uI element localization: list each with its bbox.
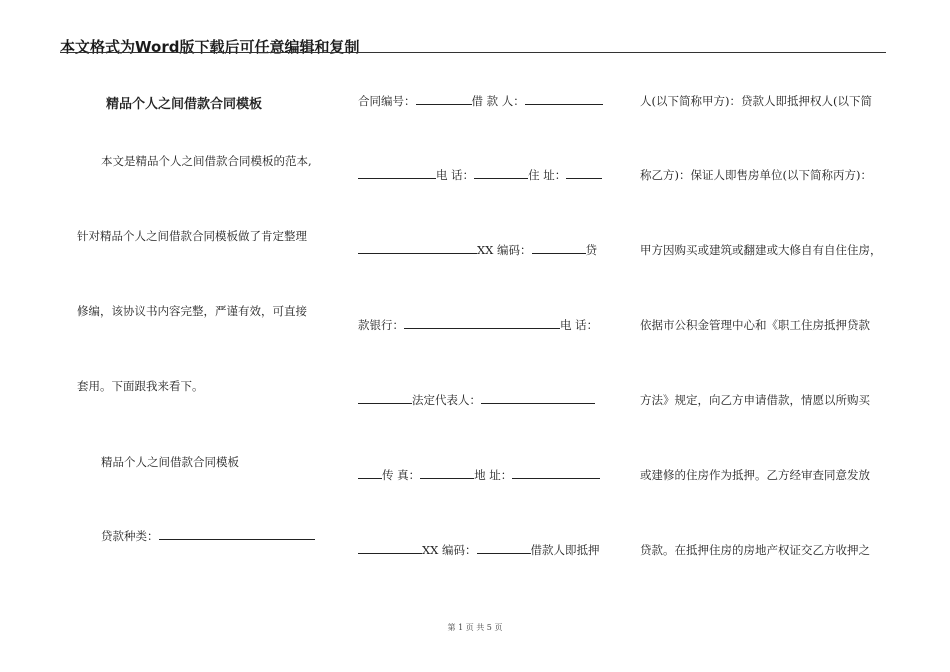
address-label: 地 址：	[474, 468, 513, 482]
legal-rep-line	[358, 392, 595, 408]
paragraph-line: 依据市公积金管理中心和《职工住房抵押贷款	[640, 318, 870, 332]
paragraph-line: 人(以下简称甲方)：贷款人即抵押权人(以下简	[640, 94, 872, 108]
loan-type-blank	[159, 529, 315, 540]
blank	[358, 468, 382, 479]
contract-number-line	[358, 93, 603, 109]
bank-line	[358, 317, 598, 333]
postcode-line	[358, 542, 600, 558]
bank-label: 款银行：	[358, 318, 404, 332]
paragraph-line: 称乙方)：保证人即售房单位(以下简称丙方)：	[640, 168, 872, 182]
paragraph-line: 方法》规定，向乙方申请借款，情愿以所购买	[640, 393, 870, 407]
contract-number-label: 合同编号：	[358, 94, 416, 108]
bank-blank	[404, 318, 560, 329]
address-label: 住 址：	[528, 168, 567, 182]
blank	[358, 393, 412, 404]
paragraph-line: 贷款。在抵押住房的房地产权证交乙方收押之	[640, 543, 870, 557]
phone-address-line	[358, 167, 602, 183]
postcode-blank	[477, 543, 531, 554]
bank-phone-label: 电 话：	[560, 318, 599, 332]
paragraph-line: 修编，该协议书内容完整，严谨有效，可直接	[77, 304, 307, 318]
postcode-blank	[532, 243, 586, 254]
contract-number-blank	[416, 94, 472, 105]
legal-rep-label: 法定代表人：	[412, 393, 481, 407]
address-blank	[512, 468, 600, 479]
blank	[358, 543, 422, 554]
paragraph-line: 本文是精品个人之间借款合同模板的范本,	[101, 154, 312, 168]
postcode-label: XX 编码：	[477, 243, 532, 257]
paragraph-line: 或建修的住房作为抵押。乙方经审查同意发放	[640, 468, 870, 482]
loan-type-label: 贷款种类：	[101, 529, 159, 543]
fax-address-line	[358, 467, 600, 483]
loan-fragment: 贷	[585, 243, 598, 257]
legal-rep-blank	[481, 393, 595, 404]
page-number: 第 1 页 共 5 页	[447, 623, 503, 632]
postcode-label: XX 编码：	[422, 543, 477, 557]
blank	[358, 243, 477, 254]
phone-blank	[474, 168, 528, 179]
phone-label: 电 话：	[436, 168, 475, 182]
fax-blank	[420, 468, 474, 479]
mortgagor-fragment: 借款人即抵押	[530, 543, 600, 557]
paragraph-line: 针对精品个人之间借款合同模板做了肯定整理	[77, 229, 307, 243]
header-divider	[60, 52, 886, 53]
address-blank	[566, 168, 602, 179]
loan-type-line	[101, 528, 315, 544]
borrower-label: 借 款 人：	[471, 94, 525, 108]
section-heading: 精品个人之间借款合同模板	[101, 455, 239, 469]
fax-label: 传 真：	[382, 468, 421, 482]
paragraph-line: 套用。下面跟我来看下。	[77, 379, 204, 393]
document-header: 本文格式为Word版下载后可任意编辑和复制	[60, 38, 360, 56]
postcode-line	[358, 242, 597, 258]
blank	[358, 168, 436, 179]
borrower-blank	[525, 94, 603, 105]
document-title: 精品个人之间借款合同模板	[106, 97, 263, 112]
paragraph-line: 甲方因购买或建筑或翻建或大修自有自住住房，	[640, 243, 882, 257]
